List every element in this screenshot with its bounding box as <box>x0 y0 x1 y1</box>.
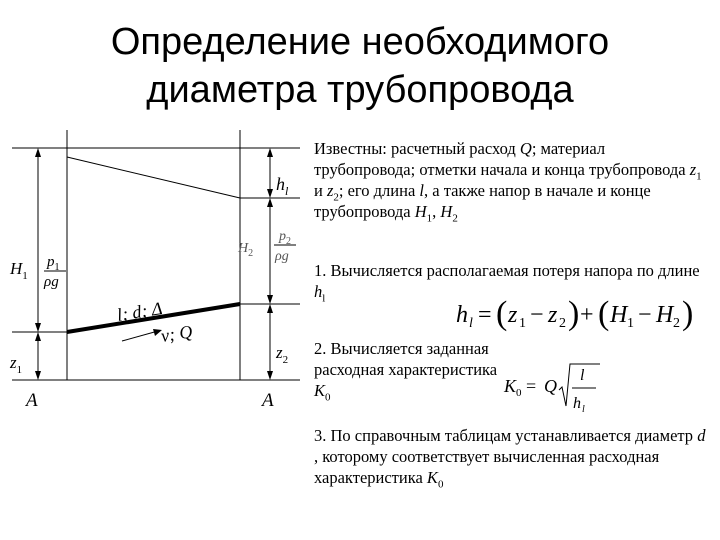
svg-text:): ) <box>682 295 694 332</box>
step-2-text: 2. Вычисляется заданная расходная характеристика $K_0$ <box>314 339 498 404</box>
svg-text:K: K <box>504 376 517 396</box>
flow-arrow-line <box>122 331 158 341</box>
svg-text:l: l <box>582 404 585 415</box>
svg-text:−: − <box>638 302 652 328</box>
page-title <box>0 18 720 114</box>
step-1-text: 1. Вычисляется располагаемая потеря напора по длине $h_l$ <box>314 261 700 305</box>
svg-text:0: 0 <box>516 387 522 399</box>
svg-text:z: z <box>508 302 518 328</box>
label-p1: $p_1$ <box>47 254 60 273</box>
svg-text:(: ( <box>496 295 508 332</box>
label-rho-g-2: ρg <box>275 249 289 264</box>
svg-text:(: ( <box>598 295 610 332</box>
svg-text:Q: Q <box>544 376 557 396</box>
svg-text:H: H <box>656 302 674 328</box>
piezometric-line <box>67 157 240 198</box>
arrowhead <box>35 371 41 380</box>
step-3-text: 3. По справочным таблицам устанавливается диаметр d , которому соответствует вычисленная расходная характеристика $K_0$ <box>314 426 706 491</box>
title-line-1: Определение необходимого <box>110 21 610 63</box>
svg-text:2: 2 <box>559 316 566 331</box>
svg-text:=: = <box>526 376 537 396</box>
label-z2: $z_2$ <box>276 343 289 366</box>
arrowhead <box>267 295 273 304</box>
svg-text:h: h <box>573 395 581 412</box>
svg-text:+: + <box>580 302 594 328</box>
svg-text:z: z <box>548 302 558 328</box>
label-datum-right: A <box>262 390 274 411</box>
label-hl: $h_l$ <box>276 174 289 198</box>
svg-text:=: = <box>478 302 492 328</box>
arrowhead <box>267 304 273 313</box>
svg-text:2: 2 <box>673 316 680 331</box>
label-p2: $p_2$ <box>279 229 291 247</box>
svg-text:l: l <box>469 316 473 331</box>
intro-paragraph: Известны: расчетный расход Q; материал трубопровода; отметки начала и конца трубопровода $z_1$ и $z_2$; его длина l, а также напор в начале и конце трубопровода $H_1$, $H_2$ <box>314 139 702 225</box>
svg-text:1: 1 <box>627 316 634 331</box>
pipeline-diagram <box>0 128 310 540</box>
formula-flow-characteristic <box>502 356 606 416</box>
svg-text:H: H <box>610 302 628 328</box>
arrowhead <box>267 189 273 198</box>
label-H2: $H_2$ <box>238 241 254 259</box>
arrowhead <box>35 148 41 157</box>
arrowhead <box>267 198 273 207</box>
label-datum-left: A <box>26 390 38 411</box>
title-line-2: диаметра трубопровода <box>146 69 574 111</box>
formula-head-loss <box>452 290 704 336</box>
svg-text:1: 1 <box>519 316 526 331</box>
svg-text:−: − <box>530 302 544 328</box>
svg-text:h: h <box>456 302 468 328</box>
svg-text:): ) <box>568 295 580 332</box>
arrowhead <box>35 332 41 341</box>
label-z1: $z_1$ <box>10 353 23 376</box>
label-flow: v; Q <box>159 321 194 346</box>
label-pipe-params: l; d; Δ <box>115 298 164 325</box>
arrowhead <box>267 148 273 157</box>
label-rho-g-1: ρg <box>44 274 59 290</box>
arrowhead <box>35 323 41 332</box>
label-H1: $H_1$ <box>10 259 28 282</box>
svg-text:l: l <box>580 367 585 384</box>
arrowhead <box>267 371 273 380</box>
